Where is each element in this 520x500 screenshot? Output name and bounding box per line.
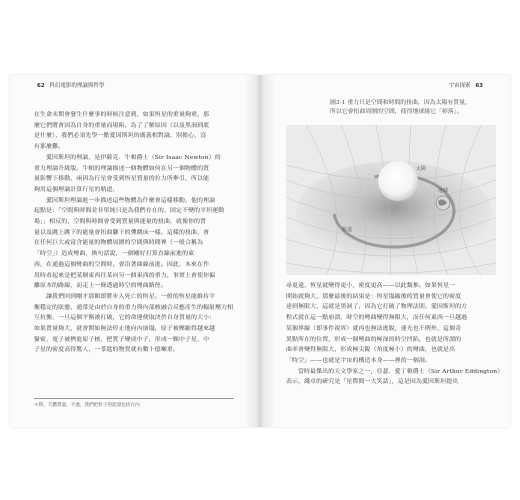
book-spread: [10, 75, 510, 427]
paragraph-line: 異點所在的位置，形成一個彎曲的極深的時空凹陷，也就是所謂的: [286, 336, 462, 343]
left-head-title: 科幻電影的理論與哲學: [49, 83, 105, 89]
paragraph-line: 尋更遠，恆星就變得更小，密度更高——以此類推。如果恆星一: [286, 283, 456, 289]
paragraph-line: 「時空」）造成彎曲，換句話說，一個剛好打算直線前進的東: [34, 251, 195, 258]
paragraph-line: 重力理論升級版。牛頓的理論描述一個物體如何在另一個物體的質: [34, 165, 210, 172]
right-page: [262, 75, 510, 427]
paragraph-line: 起點是：「空間與時間並非單純只是為我們存在的，固定不變的平坦運動: [34, 208, 225, 215]
sun-label: 太陽: [416, 166, 427, 172]
spacetime-illustration: [286, 125, 496, 275]
paragraph-line: 量影響下移動，兩因為行星會受到恆星質量的拉力所牽引，所以能: [34, 176, 210, 183]
paragraph-line: 愛因斯坦理論進一步描述這些物體為什麼會這樣移動。他的理論: [46, 197, 216, 204]
caption-line: 圖3-1 重力只是空間和時間的扭曲，因為太陽有質量，: [330, 100, 471, 106]
right-body-text: [286, 281, 504, 388]
paragraph-line: 子星的密度高得驚人，一茶匙的物質就有數十億噸重。: [34, 347, 179, 354]
paragraph-line: 在任何巨大或富含能量的物體周圍的空間與時間裡（一般合稱為: [34, 240, 204, 247]
footnote: ＊時，天體質量。不過，我們把粒子的能量包括在內: [34, 398, 234, 408]
paragraph-line: 愛因斯坦的理論，是伊薩克．牛頓爵士（Sir Isaac Newton）的: [46, 154, 221, 161]
left-page-number: 62: [37, 83, 45, 89]
paragraph-line: 某個界線（即事件視界）就再也無法逃脫，連光也不例外，這個奇: [286, 325, 462, 332]
paragraph-line: 用時看起來是把某個東西往某向另一個東西的重力，事實上會使你偏: [34, 272, 216, 279]
paragraph-line: 「時空」——也就是宇宙的構造本身——裡的一個洞。: [286, 357, 431, 364]
paragraph-line: 是什麼），我們必須先學一點愛因斯坦的廣義相對論，別擔心，沒: [34, 133, 207, 140]
paragraph-line: 場」；相反的，空間與時間會受到質量與能量的扭曲，就像你的質: [34, 219, 207, 226]
paragraph-line: 開始就夠大，那麼最後的結果是：恆星塌縮後的質量會使它的密度: [286, 293, 462, 300]
paragraph-line: 在生命末期會發生什麼事的時候注意到，如果恆星的重量夠重，那: [34, 112, 210, 118]
right-head-title: 宇宙探索: [448, 83, 471, 89]
spacetime-figure: [286, 125, 496, 275]
paragraph-line: 當時最傑出的天文學家之一，亞瑟．愛丁頓爵士（Sir Arthur Eddington）: [298, 368, 504, 375]
paragraph-line: 麼它們將會因為自身的重量而場陷，為了了解原因（以及黑洞到底: [34, 122, 210, 129]
figure-caption: [330, 99, 494, 117]
left-page: [10, 75, 258, 427]
caption-line: 所以它會扭曲周圍的空間，使得地球繞它「掉落」。: [330, 109, 463, 115]
paragraph-line: 有那麼難。: [34, 144, 65, 151]
paragraph-line: 程式就在這一點崩潰，時空的彎曲變得無限大，而任何東西一旦越過: [286, 315, 468, 322]
paragraph-line: 夠用這個理論計算行星的軌道。: [34, 186, 119, 193]
paragraph-line: 表示，錢卓的研究是「星際間一大笑話」，這是因為愛因斯坦提出: [286, 379, 459, 386]
paragraph-line: 如果質量夠大，就會開始無法停止地向內崩塌，原子被壓縮得越來越: [34, 326, 216, 333]
paragraph-line: 離原本的路線，而走上一條透過時空的彎曲路徑。: [34, 283, 167, 290]
right-running-head: [449, 81, 486, 89]
left-running-head: [34, 81, 104, 89]
paragraph-line: 緊密，電子被擠進原子核，把質子變成中子，形成一顆中子星，中: [34, 336, 210, 343]
paragraph-line: 達到無限大，這就是黑洞了，因為它打破了物理法則。愛因斯坦的方: [286, 304, 468, 311]
paragraph-line: 讓我們回到剛才那顆即將步入死亡的恆星。一般的恆星能維持平: [46, 293, 216, 300]
paragraph-line: 量以及跳上跳下的能量會扭曲腳下的彈跳床一樣。這樣的扭曲，會: [34, 229, 210, 236]
paragraph-line: 衡穩定的狀態，通常是由於自身的重力與內部核融合反應產生的輻射壓力相: [34, 304, 234, 311]
orbit-label: 軌道: [342, 227, 353, 233]
left-body-text: [34, 110, 242, 356]
earth-label: 地球: [438, 188, 449, 194]
right-page-number: 63: [475, 83, 483, 89]
paragraph-line: 曲率會變得無限大，形成極尖銳（角度極小）的彎曲，也就是出: [286, 347, 456, 354]
paragraph-line: 互抗衡，一旦這個平衡被打破，它的命運便取決於自身質量的大小：: [34, 315, 216, 322]
sun: [378, 161, 418, 201]
paragraph-line: 西，在通過這個彎曲的空間時，會沿著曲線前進。因此，本來在作: [34, 261, 210, 268]
